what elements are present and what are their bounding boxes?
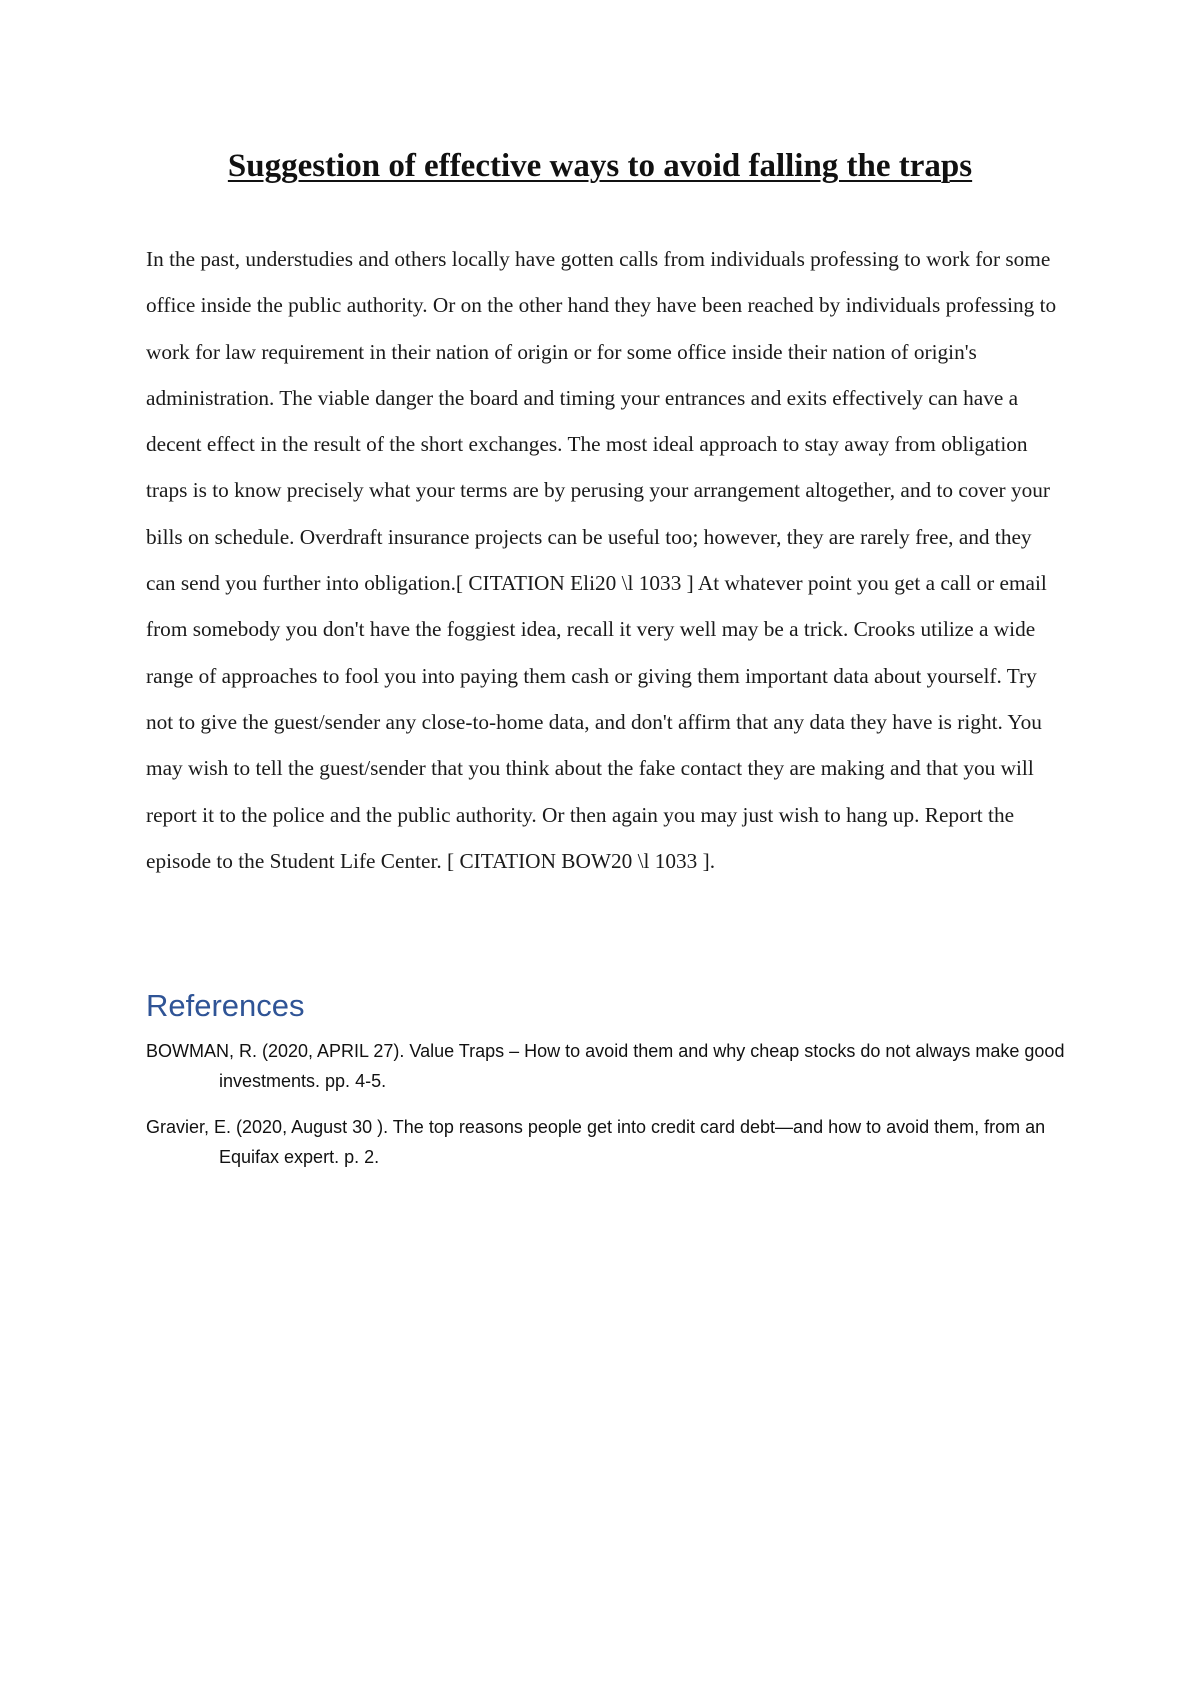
references-heading: References <box>146 988 305 1023</box>
body-paragraph: In the past, understudies and others locally have gotten calls from individuals professing to work for some office inside the public authority. Or on the other hand they have been reached by individuals professing to work for law requirement in their nation of origin or for some office inside their nation of origin's administration. The viable danger the board and timing your entrances and exits effectively can have a decent effect in the result of the short exchanges. The most ideal approach to stay away from obligation traps is to know precisely what your terms are by perusing your arrangement altogether, and to cover your bills on schedule. Overdraft insurance projects can be useful too; however, they are rarely free, and they can send you further into obligation.[ CITATION Eli20 \l 1033 ] At whatever point you get a call or email from somebody you don't have the foggiest idea, recall it very well may be a trick. Crooks utilize a wide range of approaches to fool you into paying them cash or giving them important data about yourself. Try not to give the guest/sender any close-to-home data, and don't affirm that any data they have is right. You may wish to tell the guest/sender that you think about the fake contact they are making and that you will report it to the police and the public authority. Or then again you may just wish to hang up. Report the episode to the Student Life Center. [ CITATION BOW20 \l 1033 ]. <box>146 247 1057 873</box>
references-list <box>146 1036 1076 1188</box>
reference-item: BOWMAN, R. (2020, APRIL 27). Value Traps – How to avoid them and why cheap stocks do not always make good investments. pp. 4-5. <box>146 1041 1065 1091</box>
document-title: Suggestion of effective ways to avoid falling the traps <box>227 148 973 184</box>
reference-item: Gravier, E. (2020, August 30 ). The top reasons people get into credit card debt—and how to avoid them, from an Equifax expert. p. 2. <box>146 1117 1046 1167</box>
